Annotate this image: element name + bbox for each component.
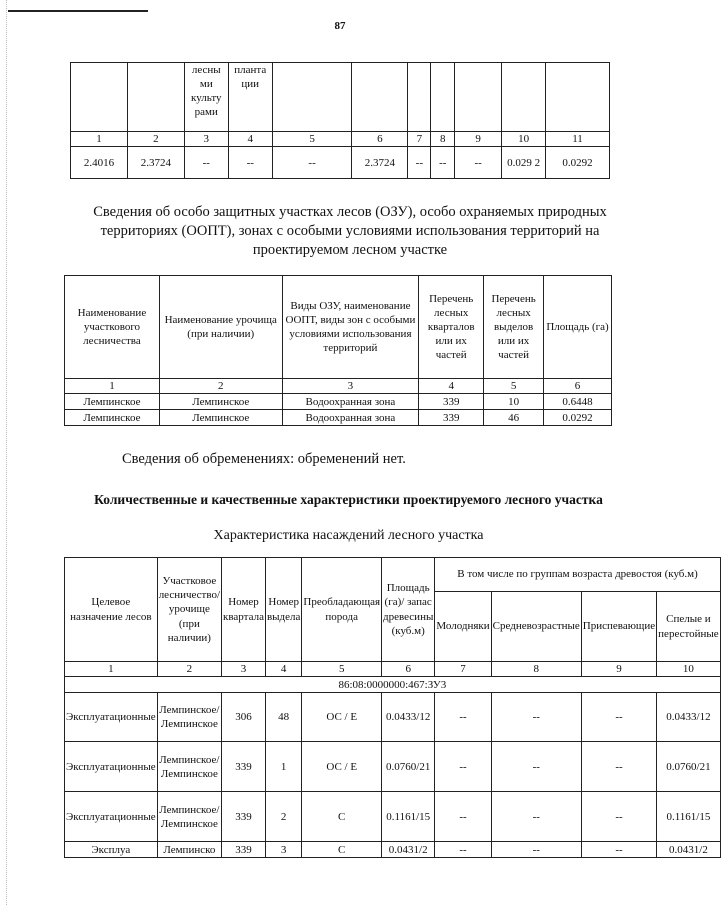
table1-header-cell (71, 63, 128, 132)
table-cell: С (302, 842, 382, 858)
table-row (65, 410, 612, 426)
table-row (65, 394, 612, 410)
table1-header-cell (352, 63, 408, 132)
table-cell: 46 (484, 410, 544, 426)
table-cell: -- (491, 742, 581, 792)
table-cell: 3 (265, 842, 301, 858)
table2-col-numbers-row (65, 379, 612, 394)
header-area: Площадь (га) (544, 276, 612, 379)
header-ozu-type: Виды ОЗУ, наименование ООПТ, виды зон с особыми условиями использования территорий (282, 276, 419, 379)
encumbrances-text: Сведения об обременениях: обременений нет. (122, 451, 406, 467)
col-number: 3 (222, 662, 266, 677)
table-cell: Водоохранная зона (282, 394, 419, 410)
col-number: 2 (157, 662, 221, 677)
table-cell: Эксплуатационные (65, 693, 158, 742)
header-dominant-species: Преобладающая порода (302, 558, 382, 662)
table-row (65, 742, 721, 792)
table-cell: 2.4016 (71, 147, 128, 179)
header-quarter-number: Номер квартала (222, 558, 266, 662)
table1-header-cell (272, 63, 352, 132)
heading-ozu: Сведения об особо защитных участках лесов (ОЗУ), особо охраняемых природных территориях (ООПТ), зонах с особыми условиями использования территорий на проектируемом лесном участке (93, 204, 607, 258)
table-cell: -- (272, 147, 352, 179)
table-cell: 0.0292 (546, 147, 610, 179)
header-forestry: Наименование участкового лесничества (65, 276, 160, 379)
col-number: 5 (302, 662, 382, 677)
header-plots: Перечень лесных выделов или их частей (484, 276, 544, 379)
table-cell: Лемпинское (159, 394, 282, 410)
table-cell: 339 (222, 792, 266, 842)
table-cell: 339 (419, 410, 484, 426)
header-quarters: Перечень лесных кварталов или их частей (419, 276, 484, 379)
header-mature: Спелые и перестойные (657, 592, 721, 662)
table1-col-numbers-row (71, 132, 610, 147)
table-cell: -- (581, 693, 656, 742)
col-number: 2 (127, 132, 184, 147)
table-cell: -- (435, 792, 491, 842)
col-number: 4 (419, 379, 484, 394)
table-cell: 0.0760/21 (382, 742, 435, 792)
header-area-stock: Площадь (га)/ запас древесины (куб.м) (382, 558, 435, 662)
table-cell: -- (491, 792, 581, 842)
table-cell: -- (431, 147, 455, 179)
table-cell: -- (435, 693, 491, 742)
table-cell: 0.1161/15 (657, 792, 721, 842)
col-number: 3 (282, 379, 419, 394)
top-rule (8, 10, 148, 12)
col-number: 6 (382, 662, 435, 677)
table-cell: -- (228, 147, 272, 179)
table-cell: 10 (484, 394, 544, 410)
table-cell: ОС / Е (302, 742, 382, 792)
table1-header-cell (546, 63, 610, 132)
table-cell: -- (184, 147, 228, 179)
table1-header-cell (127, 63, 184, 132)
col-number: 1 (71, 132, 128, 147)
table-cell: 2 (265, 792, 301, 842)
header-young: Молодняки (435, 592, 491, 662)
table-cell: 0.029 2 (502, 147, 546, 179)
table-cell: 1 (265, 742, 301, 792)
table-cell: -- (581, 792, 656, 842)
table-cell: 0.0433/12 (657, 693, 721, 742)
table-cell: 48 (265, 693, 301, 742)
table-cell: 2.3724 (352, 147, 408, 179)
header-forestry-tract: Участковое лесничество/урочище (при наличии) (157, 558, 221, 662)
table-ozu (64, 275, 612, 426)
col-number: 5 (272, 132, 352, 147)
table-cell: Водоохранная зона (282, 410, 419, 426)
table1-header-cell (455, 63, 502, 132)
table-cell: Лемпинское/Лемпинское (157, 742, 221, 792)
col-number: 5 (484, 379, 544, 394)
table-cell: Лемпинское (65, 394, 160, 410)
header-purpose: Целевое назначение лесов (65, 558, 158, 662)
col-number: 10 (502, 132, 546, 147)
table-cell: -- (435, 742, 491, 792)
table2-header-row (65, 276, 612, 379)
table1-header-cell (431, 63, 455, 132)
table-cell: 0.0431/2 (382, 842, 435, 858)
table-cell: 339 (222, 842, 266, 858)
table3-header-row-1 (65, 558, 721, 592)
col-number: 11 (546, 132, 610, 147)
table-cell: 339 (419, 394, 484, 410)
heading-quantitative: Количественные и качественные характеристики проектируемого лесного участка (94, 492, 603, 507)
col-number: 9 (455, 132, 502, 147)
page-number: 87 (334, 20, 346, 32)
table-cell: 0.0760/21 (657, 742, 721, 792)
table-cell: Лемпинское/Лемпинское (157, 792, 221, 842)
col-number: 7 (408, 132, 431, 147)
table-cell: Лемпинское/Лемпинское (157, 693, 221, 742)
table-cell: -- (491, 842, 581, 858)
col-number: 9 (581, 662, 656, 677)
table-cell: Эксплуатационные (65, 792, 158, 842)
table-cell: Эксплуатационные (65, 742, 158, 792)
table-cell: -- (408, 147, 431, 179)
table-cell: Лемпинское (159, 410, 282, 426)
col-number: 4 (228, 132, 272, 147)
table1-partial-header-row (71, 63, 610, 132)
table-cell: -- (581, 742, 656, 792)
page-edge (6, 0, 7, 905)
table-cell: 0.6448 (544, 394, 612, 410)
col-number: 8 (491, 662, 581, 677)
table-cell: 0.0292 (544, 410, 612, 426)
table1-header-cell: лесны ми культу рами (184, 63, 228, 132)
table-stand-characteristics (64, 557, 721, 858)
table1-header-cell: планта ции (228, 63, 272, 132)
col-number: 6 (544, 379, 612, 394)
header-maturing: Приспевающие (581, 592, 656, 662)
table-cell: 0.0433/12 (382, 693, 435, 742)
table-cell: -- (491, 693, 581, 742)
table-cell: -- (455, 147, 502, 179)
table-continuation (70, 62, 610, 179)
col-number: 3 (184, 132, 228, 147)
col-number: 6 (352, 132, 408, 147)
col-number: 7 (435, 662, 491, 677)
table3-col-numbers-row (65, 662, 721, 677)
table-cell: 2.3724 (127, 147, 184, 179)
col-number: 10 (657, 662, 721, 677)
col-number: 1 (65, 379, 160, 394)
table-cell: С (302, 792, 382, 842)
table-row (71, 147, 610, 179)
header-tract: Наименование урочища (при наличии) (159, 276, 282, 379)
cadastral-row (65, 677, 721, 693)
table-row (65, 842, 721, 858)
table-cell: 0.1161/15 (382, 792, 435, 842)
header-age-groups: В том числе по группам возраста древостоя (куб.м) (435, 558, 720, 592)
table-cell: 306 (222, 693, 266, 742)
col-number: 8 (431, 132, 455, 147)
table-cell: Эксплуа (65, 842, 158, 858)
table-cell: 339 (222, 742, 266, 792)
table-cell: ОС / Е (302, 693, 382, 742)
table-cell: Лемпинско (157, 842, 221, 858)
table-cell: Лемпинское (65, 410, 160, 426)
table-cell: 0.0431/2 (657, 842, 721, 858)
heading-characteristics: Характеристика насаждений лесного участка (213, 528, 484, 543)
col-number: 1 (65, 662, 158, 677)
table1-header-cell (408, 63, 431, 132)
table-cell: -- (435, 842, 491, 858)
col-number: 2 (159, 379, 282, 394)
header-middle-aged: Средневозрастные (491, 592, 581, 662)
cadastral-number: 86:08:0000000:467:ЗУ3 (65, 677, 721, 693)
header-plot-number: Номер выдела (265, 558, 301, 662)
table-row (65, 693, 721, 742)
col-number: 4 (265, 662, 301, 677)
table-row (65, 792, 721, 842)
table1-header-cell (502, 63, 546, 132)
table-cell: -- (581, 842, 656, 858)
